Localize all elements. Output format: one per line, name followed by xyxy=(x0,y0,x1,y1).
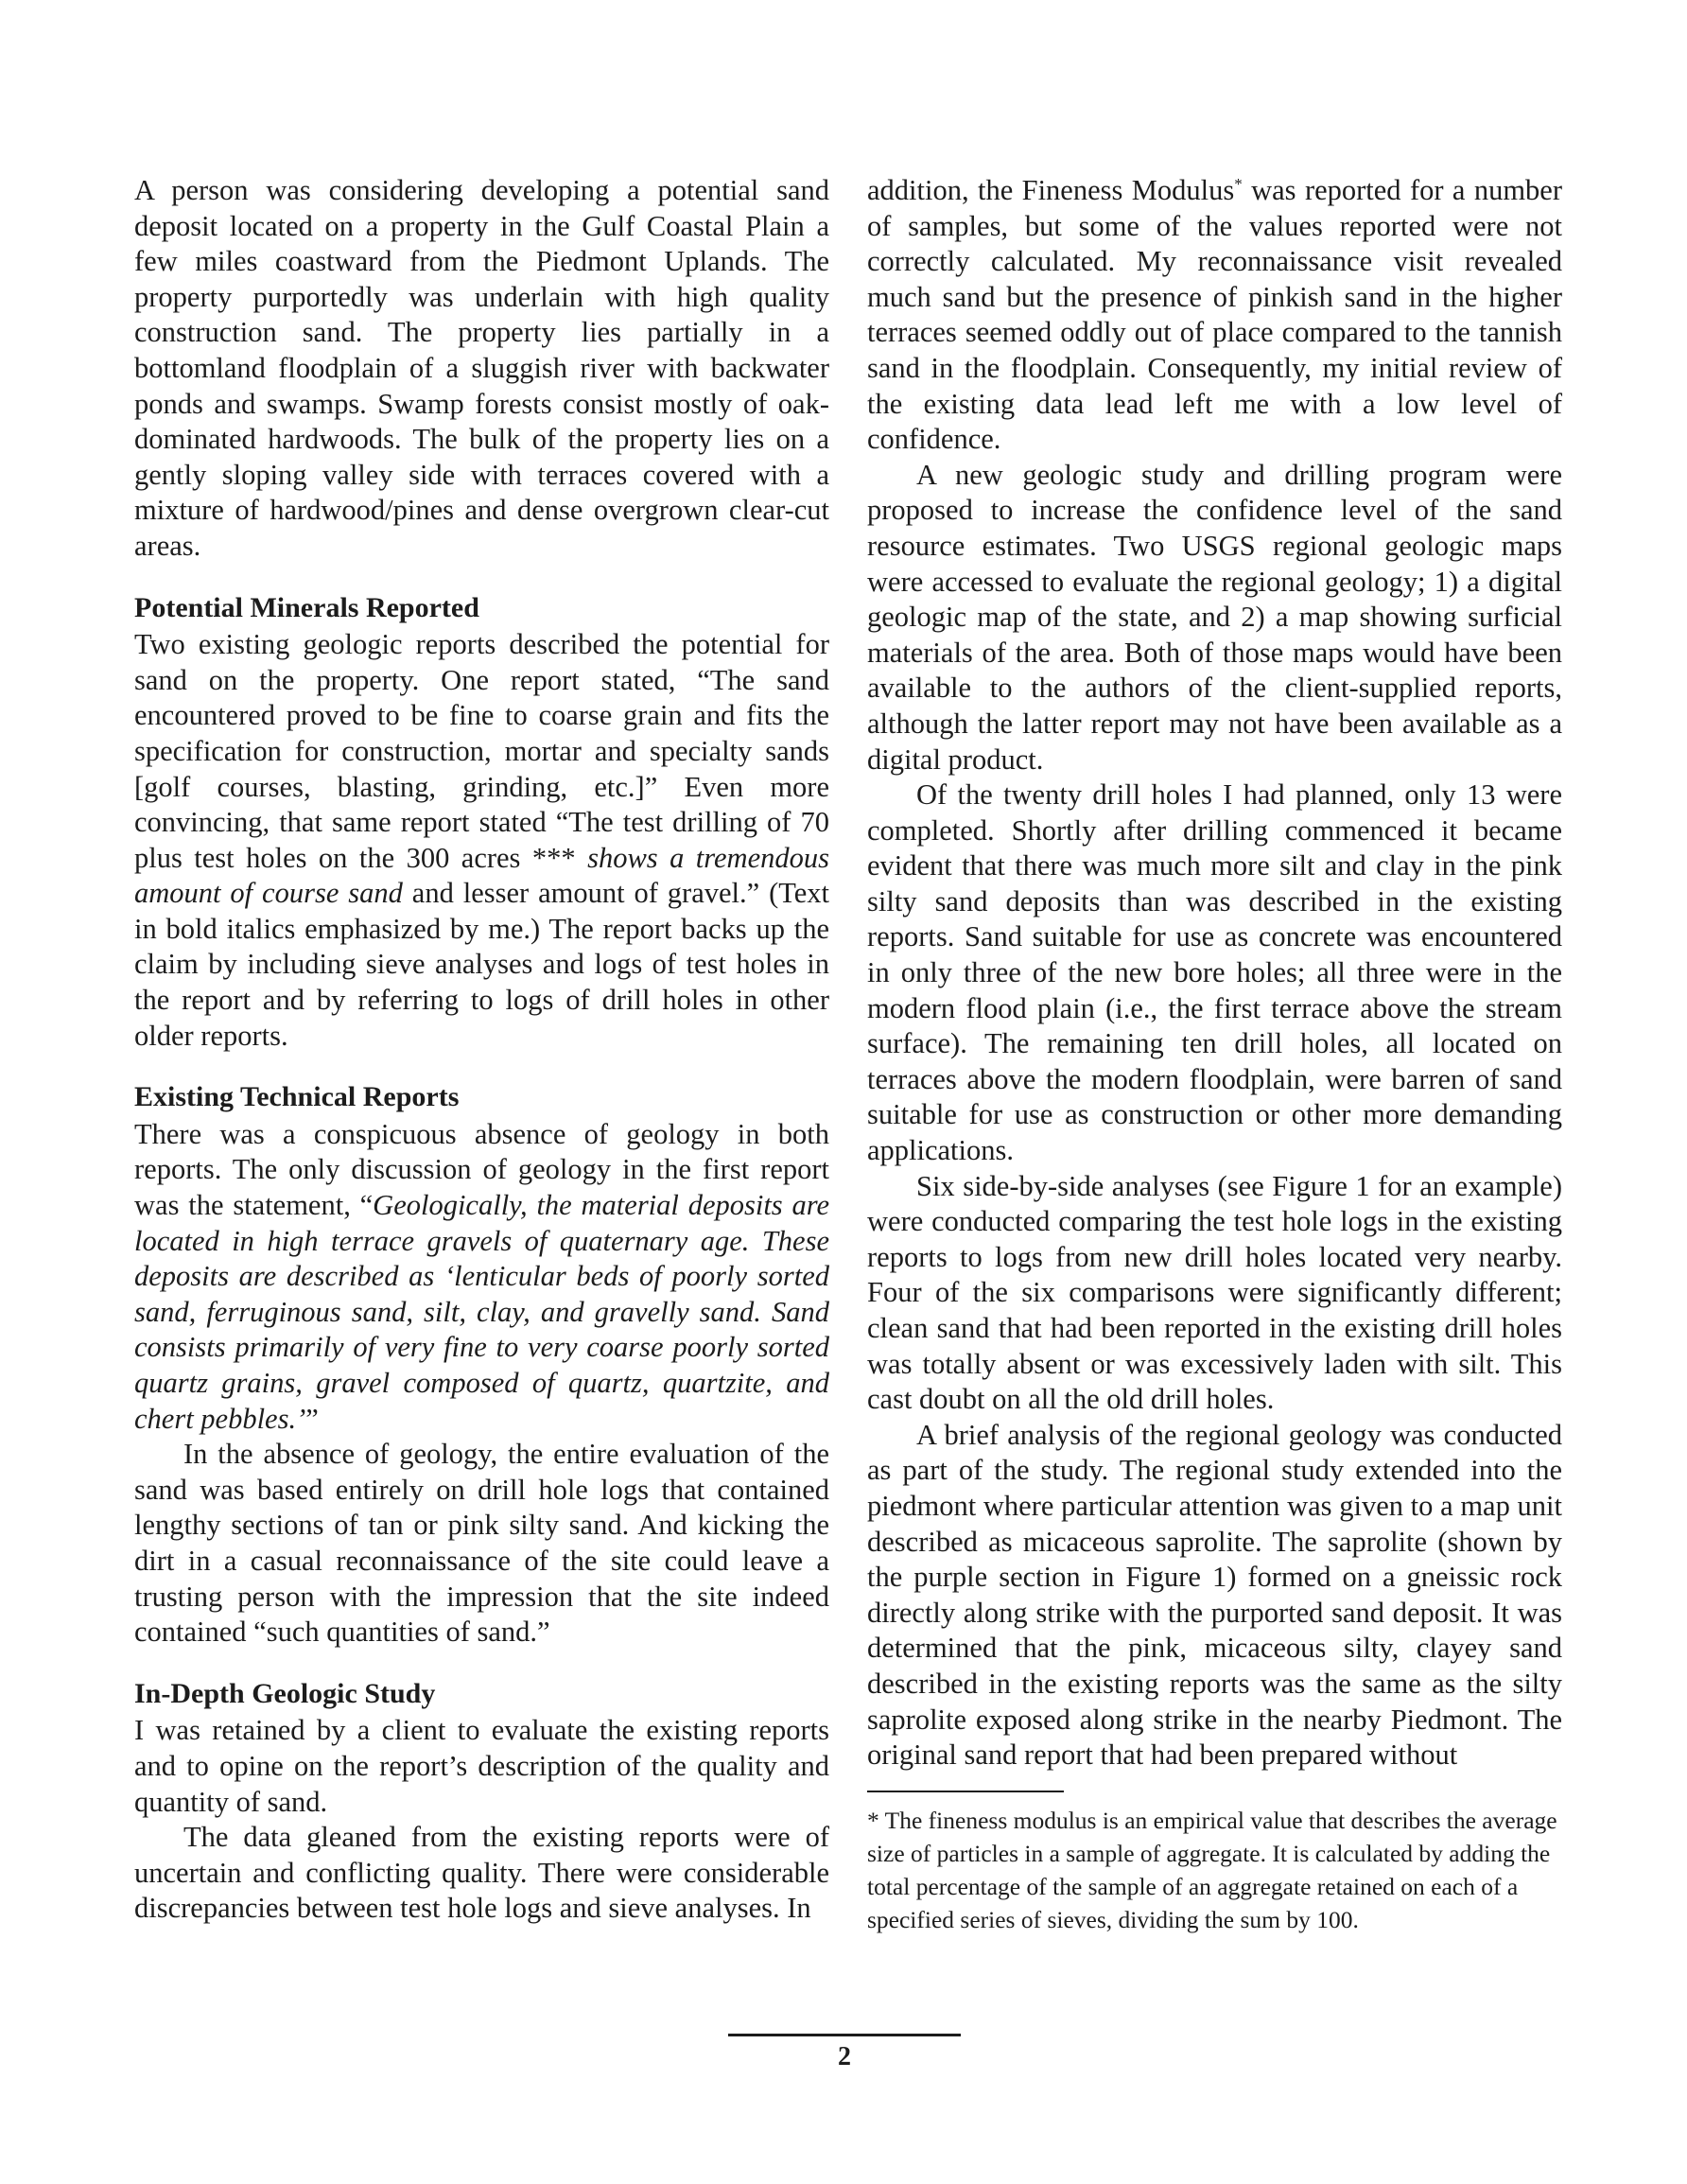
footnote-divider xyxy=(867,1791,1064,1792)
text-span: Two existing geologic reports described the potential for sand on the property. One report stated, “The sand encountered proved to be fine to coarse grain and fits the specification for construction, mortar and specialty sands [golf courses, blasting, grinding, etc.]” Even more convincing, that same report stated “The test drilling of 70 plus test holes on the 300 acres *** xyxy=(134,628,829,874)
heading-potential-minerals: Potential Minerals Reported xyxy=(134,591,479,623)
text-span: addition, the Fineness Modulus xyxy=(867,174,1235,206)
left-column xyxy=(134,173,829,1927)
regional-geology-paragraph: A brief analysis of the regional geology was conducted as part of the study. The regional study extended into the piedmont where particular attention was given to a map unit described as micaceous saprolite. The saprolite (shown by the purple section in Figure 1) formed on a gneissic rock directly along strike with the purported sand deposit. It was determined that the pink, micaceous silty, clayey sand described in the existing reports was the same as the silty saprolite exposed along strike in the nearby Piedmont. The original sand report that had been prepared without xyxy=(867,1418,1562,1772)
new-study-paragraph: A new geologic study and drilling program were proposed to increase the confidence level of the sand resource estimates. Two USGS regional geologic maps were accessed to evaluate the regional geology; 1) a digital geologic map of the state, and 2) a map showing surficial materials of the area. Both of those maps would have been available to the authors of the client-supplied reports, although the latter report may not have been available as a digital product. xyxy=(867,458,1562,776)
absence-of-geology-paragraph: In the absence of geology, the entire evaluation of the sand was based entirely on drill hole logs that contained lengthy sections of tan or pink silty sand. And kicking the dirt in a casual reconnaissance of the site could leave a trusting person with the impression that the site indeed contained “such quantities of sand.” xyxy=(134,1438,829,1649)
text-span: There was a conspicuous absence of geology in both reports. The only discussion of geology in the first report was the statement, “ xyxy=(134,1117,829,1222)
right-column xyxy=(867,173,1562,1936)
retained-paragraph: I was retained by a client to evaluate the existing reports and to opine on the report’s description of the quality and quantity of sand. xyxy=(134,1714,829,1818)
text-span: was reported for a number of samples, but some of the values reported were not correctly calculated. My reconnaissance visit revealed much sand but the presence of pinkish sand in the higher terraces seemed oddly out of place compared to the tannish sand in the floodplain. Consequently, my initial review of the existing data lead left me with a low level of confidence. xyxy=(867,174,1562,456)
heading-in-depth-study: In-Depth Geologic Study xyxy=(134,1677,436,1709)
existing-reports-paragraph xyxy=(134,1117,829,1437)
footnote: * The fineness modulus is an empirical value that describes the average size of particles in a sample of aggregate. It is calculated by adding the total percentage of the sample of an aggregate retained on each of a specified series of sieves, dividing the sum by 100. xyxy=(867,1806,1557,1933)
footer-rule xyxy=(728,2034,961,2036)
emphasis-span: shows a tremendous amount of course sand xyxy=(134,841,829,910)
text-span: ” xyxy=(305,1402,319,1435)
side-by-side-paragraph: Six side-by-side analyses (see Figure 1 for an example) were conducted comparing the test hole logs in the existing reports to logs from new drill holes located very nearby. Four of the six comparisons were significantly different; clean sand that had been reported in the existing drill holes was totally absent or was excessively laden with silt. This cast doubt on all the old drill holes. xyxy=(867,1169,1562,1416)
fineness-paragraph xyxy=(867,173,1562,458)
text-span: and lesser amount of gravel.” (Text in bold italics emphasized by me.) The report backs up the claim by including sieve analyses and logs of test holes in the report and by referring to logs of drill holes in other older reports. xyxy=(134,877,829,1052)
data-gleaned-paragraph: The data gleaned from the existing reports were of uncertain and conflicting quality. There were considerable discrepancies between test hole logs and sieve analyses. In xyxy=(134,1821,829,1925)
page-number: 2 xyxy=(838,2042,851,2071)
footnote-marker: * xyxy=(1234,174,1243,193)
heading-existing-reports: Existing Technical Reports xyxy=(134,1081,460,1113)
page-footer xyxy=(728,2034,961,2072)
potential-minerals-paragraph xyxy=(134,627,829,1054)
intro-paragraph: A person was considering developing a potential sand deposit located on a property in the Gulf Coastal Plain a few miles coastward from the Piedmont Uplands. The property purportedly was underlain with high quality construction sand. The property lies partially in a bottomland floodplain of a sluggish river with backwater ponds and swamps. Swamp forests consist mostly of oak-dominated hardwoods. The bulk of the property lies on a gently sloping valley side with terraces covered with a mixture of hardwood/pines and dense overgrown clear-cut areas. xyxy=(134,174,829,562)
drill-holes-paragraph: Of the twenty drill holes I had planned, only 13 were completed. Shortly after drilling commenced it became evident that there was much more silt and clay in the pink silty sand deposits than was described in the existing reports. Sand suitable for use as concrete was encountered in only three of the new bore holes; all three were in the modern flood plain (i.e., the first terrace above the stream surface). The remaining ten drill holes, all located on terraces above the modern floodplain, were barren of sand suitable for use as construction or other more demanding applications. xyxy=(867,778,1562,1167)
emphasis-quote: Geologically, the material deposits are located in high terrace gravels of quaternary age. These deposits are described as ‘lenticular beds of poorly sorted sand, ferruginous sand, silt, clay, and gravelly sand. Sand consists primarily of very fine to very coarse poorly sorted quartz grains, gravel composed of quartz, quartzite, and chert pebbles.’ xyxy=(134,1189,830,1435)
